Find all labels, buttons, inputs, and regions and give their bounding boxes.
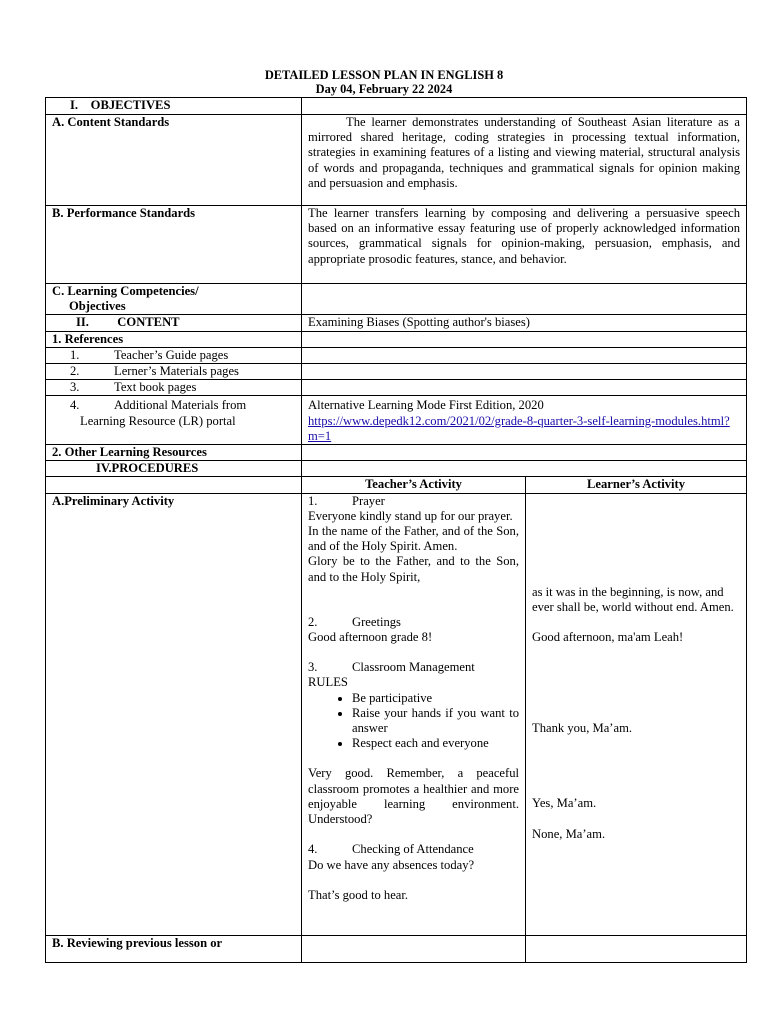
greetings-num: 2. bbox=[308, 614, 318, 629]
additional-materials-row bbox=[46, 396, 747, 445]
additional-materials-num: 4. bbox=[70, 398, 80, 413]
competencies-label-line1: C. Learning Competencies/ bbox=[52, 284, 199, 298]
competencies-label bbox=[46, 284, 302, 315]
classroom-management-heading bbox=[308, 660, 519, 675]
reference-label: Text book pages bbox=[114, 380, 197, 395]
reference-num: 3. bbox=[70, 380, 80, 395]
classroom-management-num: 3. bbox=[308, 660, 318, 675]
attendance-num: 4. bbox=[308, 842, 318, 857]
reviewing-learner-cell bbox=[526, 935, 747, 962]
teacher-activity-header: Teacher’s Activity bbox=[302, 477, 526, 493]
reviewing-teacher-cell bbox=[302, 935, 526, 962]
references-empty bbox=[302, 331, 747, 347]
objectives-heading-row bbox=[46, 98, 747, 115]
reviewing-row bbox=[46, 935, 747, 962]
prayer-response: as it was in the beginning, is now, and ever shall be, world without end. Amen. bbox=[532, 584, 734, 614]
performance-standards-label: B. Performance Standards bbox=[46, 206, 302, 284]
reference-row bbox=[46, 364, 747, 380]
prayer-heading bbox=[308, 494, 519, 509]
attendance-question: Do we have any absences today? bbox=[308, 857, 475, 872]
reference-label: Lerner’s Materials pages bbox=[114, 364, 239, 379]
attendance-title: Checking of Attendance bbox=[352, 842, 474, 857]
activity-header-empty bbox=[46, 477, 302, 493]
competencies-value bbox=[302, 284, 747, 315]
learner-activity-header: Learner’s Activity bbox=[526, 477, 747, 493]
attendance-close: That’s good to hear. bbox=[308, 887, 409, 902]
peaceful-classroom-text: Very good. Remember, a peaceful classroom promotes a healthier and more enjoyable learning environment. Understood? bbox=[308, 766, 519, 827]
objectives-heading-num: I. bbox=[70, 98, 79, 112]
content-standards-label: A. Content Standards bbox=[46, 115, 302, 206]
competencies-row bbox=[46, 284, 747, 315]
reference-num: 1. bbox=[70, 347, 80, 362]
reference-num: 2. bbox=[70, 364, 80, 379]
prayer-num: 1. bbox=[308, 493, 318, 508]
rules-list bbox=[308, 691, 519, 752]
additional-materials-title: Alternative Learning Mode First Edition, 2020 bbox=[308, 398, 544, 413]
greetings-title: Greetings bbox=[352, 614, 401, 629]
document-title: DETAILED LESSON PLAN IN ENGLISH 8 bbox=[264, 68, 504, 82]
additional-materials-label bbox=[46, 396, 302, 445]
document-subtitle: Day 04, February 22 2024 bbox=[315, 82, 453, 96]
reference-value bbox=[302, 347, 747, 363]
content-standards-row bbox=[46, 115, 747, 206]
procedures-heading: IV.PROCEDURES bbox=[46, 461, 302, 477]
reference-value bbox=[302, 364, 747, 380]
other-resources-row bbox=[46, 445, 747, 461]
preliminary-activity-row bbox=[46, 493, 747, 935]
greetings-response: Good afternoon, ma'am Leah! bbox=[532, 630, 684, 645]
references-heading: 1. References bbox=[46, 331, 302, 347]
reference-value bbox=[302, 380, 747, 396]
preliminary-activity-label: A.Preliminary Activity bbox=[46, 493, 302, 935]
attendance-heading bbox=[308, 842, 519, 857]
other-resources-label: 2. Other Learning Resources bbox=[46, 445, 302, 461]
other-resources-value bbox=[302, 445, 747, 461]
content-heading-label: CONTENT bbox=[117, 315, 180, 330]
content-row bbox=[46, 315, 747, 331]
greetings-heading bbox=[308, 615, 519, 630]
rules-response: Thank you, Ma’am. bbox=[532, 721, 633, 736]
additional-materials-label-line2: Learning Resource (LR) portal bbox=[80, 413, 236, 428]
reference-label: Teacher’s Guide pages bbox=[114, 347, 229, 362]
classroom-management-title: Classroom Management bbox=[352, 660, 475, 675]
additional-materials-label-line1: Additional Materials from bbox=[114, 398, 247, 413]
activity-header-row bbox=[46, 477, 747, 493]
reference-item-learners-materials bbox=[46, 364, 302, 380]
prayer-line: In the name of the Father, and of the Son, and of the Holy Spirit. Amen. bbox=[308, 524, 519, 554]
teacher-activity-cell bbox=[302, 493, 526, 935]
greetings-line: Good afternoon grade 8! bbox=[308, 630, 433, 645]
understood-response: Yes, Ma’am. bbox=[532, 796, 597, 811]
lesson-plan-table bbox=[45, 97, 747, 963]
references-row bbox=[46, 331, 747, 347]
objectives-heading-label: OBJECTIVES bbox=[90, 98, 171, 112]
reference-row bbox=[46, 347, 747, 363]
learner-activity-cell bbox=[526, 493, 747, 935]
rule-item: • Raise your hands if you want to answer bbox=[352, 706, 519, 736]
additional-materials-link[interactable]: https://www.depedk12.com/2021/02/grade-8-quarter-3-self-learning-modules.html?m=1 bbox=[308, 413, 730, 443]
rule-item: • Be participative bbox=[352, 691, 519, 706]
objectives-heading-empty bbox=[302, 98, 747, 115]
reference-item-teachers-guide bbox=[46, 347, 302, 363]
objectives-heading bbox=[46, 98, 302, 115]
content-heading-num: II. bbox=[76, 315, 89, 330]
procedures-heading-row bbox=[46, 461, 747, 477]
reference-item-textbook bbox=[46, 380, 302, 396]
prayer-title: Prayer bbox=[352, 493, 385, 508]
rules-label: RULES bbox=[308, 675, 348, 690]
procedures-heading-empty bbox=[302, 461, 747, 477]
performance-standards-text: The learner transfers learning by composing and delivering a persuasive speech based on an informative essay featuring use of properly acknowledged information sources, grammatical signals for opinion-making, persuasion, emphasis, and appropriate prosodic features, stance, and behavior. bbox=[302, 206, 747, 284]
rule-item: • Respect each and everyone bbox=[352, 736, 519, 751]
prayer-line: Glory be to the Father, and to the Son, and to the Holy Spirit, bbox=[308, 554, 519, 584]
content-value: Examining Biases (Spotting author's biases) bbox=[302, 315, 747, 331]
content-standards-text: The learner demonstrates understanding of Southeast Asian literature as a mirrored shared heritage, coding strategies in processing textual information, strategies in examining features of a listing and viewing material, structural analysis of words and propaganda, techniques and grammatical signals for opinion making and persuasion and emphasis. bbox=[302, 115, 747, 206]
reviewing-label: B. Reviewing previous lesson or bbox=[46, 935, 302, 962]
additional-materials-value bbox=[302, 396, 747, 445]
reference-row bbox=[46, 380, 747, 396]
competencies-label-line2: Objectives bbox=[69, 299, 126, 314]
content-heading bbox=[46, 315, 302, 331]
performance-standards-row bbox=[46, 206, 747, 284]
prayer-line: Everyone kindly stand up for our prayer. bbox=[308, 508, 513, 523]
attendance-response: None, Ma’am. bbox=[532, 826, 606, 841]
